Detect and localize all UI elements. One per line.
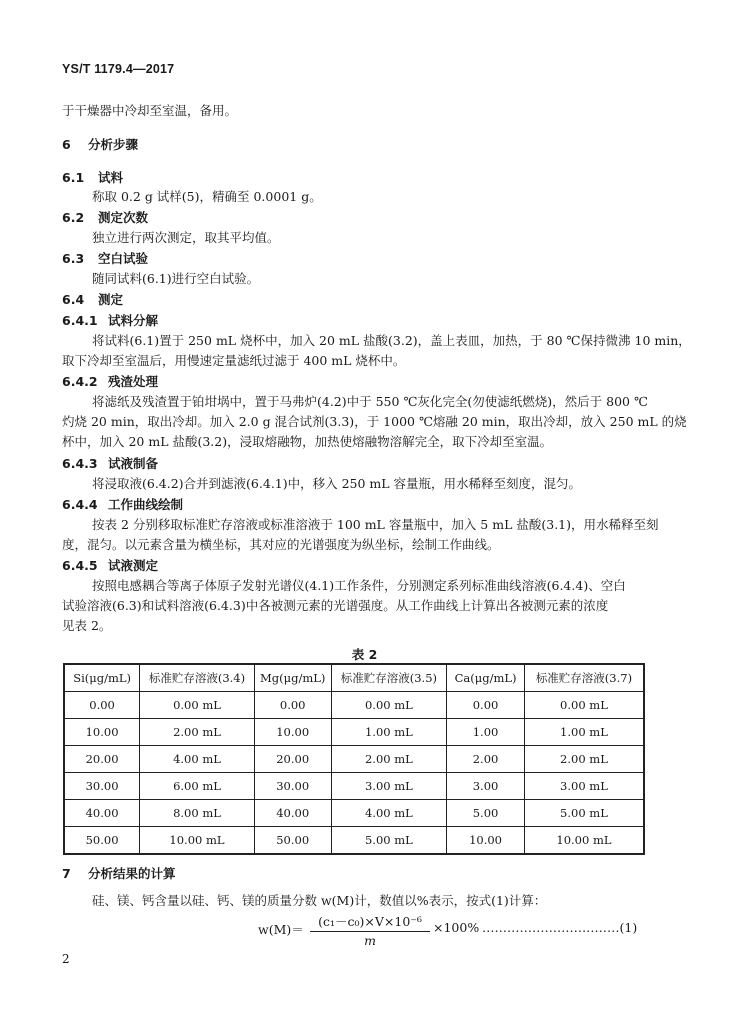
table-cell: 3.00 mL (524, 773, 644, 800)
table-cell: 3.00 mL (331, 773, 447, 800)
table-cell: 10.00 mL (524, 827, 644, 855)
section-6-2-heading (62, 210, 148, 225)
section-title: 空白试验 (98, 251, 149, 266)
table-cell: 1.00 mL (524, 719, 644, 746)
section-number: 6.4.1 (62, 313, 98, 328)
table-row (64, 800, 644, 827)
table-cell: 1.00 (447, 719, 525, 746)
column-header: Mg(μg/mL) (254, 664, 331, 692)
section-6-3-heading (62, 251, 148, 266)
standard-code: YS/T 1179.4—2017 (62, 62, 175, 76)
table-cell: 0.00 (447, 692, 525, 719)
table-cell: 20.00 (64, 746, 140, 773)
section-6-4-4-heading (62, 497, 183, 512)
formula-numerator: (c₁－c₀)×V×10⁻⁶ (310, 912, 430, 932)
section-6-4-1-heading (62, 313, 158, 328)
section-number: 6.4.3 (62, 456, 98, 471)
section-6-4-2-heading (62, 374, 158, 389)
section-number: 6.4.4 (62, 497, 98, 512)
table-cell: 10.00 mL (140, 827, 255, 855)
table-row (64, 827, 644, 855)
table-row (64, 692, 644, 719)
paragraph-line: 将滤纸及残渣置于铂坩埚中，置于马弗炉(4.2)中于 550 ℃灰化完全(勿使滤纸燃烧)，然后于 800 ℃ (92, 394, 648, 409)
section-6-heading (62, 137, 138, 152)
table-caption: 表 2 (351, 647, 378, 662)
intro-line: 于干燥器中冷却至室温，备用。 (62, 103, 238, 118)
paragraph-line: 杯中，加入 20 mL 盐酸(3.2)，浸取熔融物，加热使熔融物溶解完全，取下冷却至室温。 (62, 434, 553, 449)
table-cell: 10.00 (64, 719, 140, 746)
table-cell: 1.00 mL (331, 719, 447, 746)
section-7-heading (62, 866, 176, 881)
section-6-4-3-heading (62, 456, 158, 471)
table-cell: 10.00 (254, 719, 331, 746)
section-number: 6.4.5 (62, 558, 98, 573)
section-title: 残渣处理 (108, 374, 159, 389)
section-6-4-5-heading (62, 558, 158, 573)
section-title: 分析步骤 (88, 137, 139, 152)
standard-solution-table (63, 663, 645, 855)
table-cell: 3.00 (447, 773, 525, 800)
section-number: 6.4.2 (62, 374, 98, 389)
section-title: 试液测定 (108, 558, 159, 573)
section-number: 7 (62, 866, 71, 881)
table-row (64, 773, 644, 800)
table-cell: 30.00 (254, 773, 331, 800)
table-cell: 5.00 (447, 800, 525, 827)
paragraph-line: 度，混匀。以元素含量为横坐标，其对应的光谱强度为纵坐标，绘制工作曲线。 (62, 537, 500, 552)
table-row (64, 746, 644, 773)
paragraph-line: 按表 2 分别移取标准贮存溶液或标准溶液于 100 mL 容量瓶中，加入 5 mL 盐酸(3.1)，用水稀释至刻 (92, 517, 659, 532)
section-number: 6.4 (62, 292, 85, 307)
page-number: 2 (62, 952, 70, 966)
paragraph-line: 称取 0.2 g 试样(5)，精确至 0.0001 g。 (92, 189, 322, 204)
column-header: Si(μg/mL) (64, 664, 140, 692)
table-cell: 4.00 mL (140, 746, 255, 773)
paragraph-line: 硅、镁、钙含量以硅、钙、镁的质量分数 w(M)计，数值以%表示，按式(1)计算： (92, 893, 547, 908)
formula-denominator: m (364, 933, 376, 948)
table-cell: 5.00 mL (331, 827, 447, 855)
paragraph-line: 随同试料(6.1)进行空白试验。 (92, 271, 260, 286)
equation-number: ……………………………(1) (482, 920, 638, 935)
section-title: 测定 (98, 292, 124, 307)
paragraph-line: 试验溶液(6.3)和试料溶液(6.4.3)中各被测元素的光谱强度。从工作曲线上计算出各被测元素的浓度 (62, 598, 609, 613)
table-cell: 0.00 mL (331, 692, 447, 719)
table-cell: 50.00 (254, 827, 331, 855)
paragraph-line: 灼烧 20 min，取出冷却。加入 2.0 g 混合试剂(3.3)，于 1000 ℃熔融 20 min，取出冷却，放入 250 mL 的烧 (62, 414, 687, 429)
table-cell: 2.00 mL (331, 746, 447, 773)
table-cell: 40.00 (254, 800, 331, 827)
section-title: 工作曲线绘制 (108, 497, 184, 512)
paragraph-line: 独立进行两次测定，取其平均值。 (92, 230, 280, 245)
column-header: Ca(μg/mL) (447, 664, 525, 692)
section-number: 6.3 (62, 251, 85, 266)
section-6-1-heading (62, 170, 123, 185)
table-cell: 20.00 (254, 746, 331, 773)
table-cell: 50.00 (64, 827, 140, 855)
table-cell: 2.00 mL (524, 746, 644, 773)
formula-lhs: w(M)＝ (258, 922, 304, 937)
section-title: 分析结果的计算 (88, 866, 176, 881)
paragraph-line: 取下冷却至室温后，用慢速定量滤纸过滤于 400 mL 烧杯中。 (62, 353, 406, 368)
section-title: 试料分解 (108, 313, 159, 328)
table-row (64, 719, 644, 746)
table-cell: 8.00 mL (140, 800, 255, 827)
column-header: 标准贮存溶液(3.5) (331, 664, 447, 692)
table-cell: 10.00 (447, 827, 525, 855)
paragraph-line: 将试料(6.1)置于 250 mL 烧杯中，加入 20 mL 盐酸(3.2)，盖上表皿，加热，于 80 ℃保持微沸 10 min， (92, 333, 691, 348)
table-cell: 2.00 mL (140, 719, 255, 746)
section-number: 6.2 (62, 210, 85, 225)
section-title: 测定次数 (98, 210, 149, 225)
paragraph-line: 将浸取液(6.4.2)合并到滤液(6.4.1)中，移入 250 mL 容量瓶，用水稀释至刻度，混匀。 (92, 476, 582, 491)
paragraph-line: 按照电感耦合等离子体原子发射光谱仪(4.1)工作条件，分别测定系列标准曲线溶液(6.4.4)、空白 (92, 578, 626, 593)
table-cell: 2.00 (447, 746, 525, 773)
formula-tail: ×100% (433, 920, 480, 935)
section-number: 6 (62, 137, 71, 152)
table-cell: 0.00 (64, 692, 140, 719)
section-number: 6.1 (62, 170, 85, 185)
section-6-4-heading (62, 292, 123, 307)
table-header-row (64, 664, 644, 692)
table-cell: 0.00 (254, 692, 331, 719)
table-cell: 6.00 mL (140, 773, 255, 800)
section-title: 试料 (98, 170, 124, 185)
table-cell: 4.00 mL (331, 800, 447, 827)
table-cell: 0.00 mL (524, 692, 644, 719)
paragraph-line: 见表 2。 (62, 618, 112, 633)
formula-fraction (310, 912, 430, 948)
table-cell: 40.00 (64, 800, 140, 827)
table-cell: 5.00 mL (524, 800, 644, 827)
column-header: 标准贮存溶液(3.7) (524, 664, 644, 692)
column-header: 标准贮存溶液(3.4) (140, 664, 255, 692)
table-cell: 0.00 mL (140, 692, 255, 719)
table-cell: 30.00 (64, 773, 140, 800)
section-title: 试液制备 (108, 456, 159, 471)
